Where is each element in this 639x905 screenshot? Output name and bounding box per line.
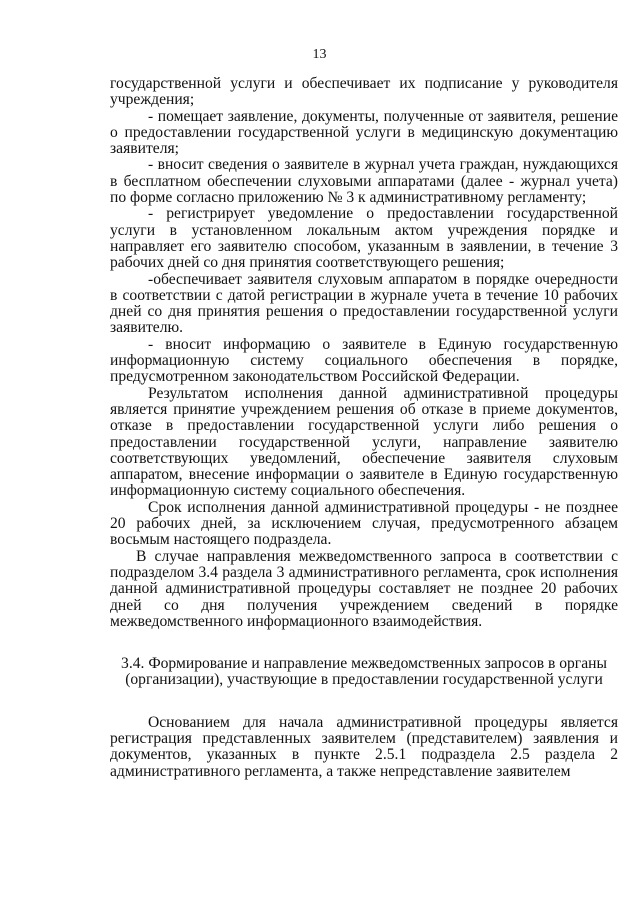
paragraph-continuation: государственной услуги и обеспечивает их подписание у руководителя учреждения; — [110, 75, 618, 109]
paragraph-result: Результатом исполнения данной административной процедуры является принятие учреждением решения об отказе в приеме документов, отказе в предоставлении государственной услуги либо решения о предоставлении государственной услуги, направление заявителю соответствующих уведомлений, обеспечение заявителя слуховым аппаратом, внесение информации о заявителе в Единую государственную информационную систему социального обеспечения. — [110, 384, 618, 500]
section-heading: 3.4. Формирование и направление межведомственных запросов в органы (организации), участвующие в предоставлении государственной услуги — [121, 655, 607, 689]
list-item-notification: - регистрирует уведомление о предоставлении государственной услуги в установленном локальным актом учреждения порядке и направляет его заявителю способом, указанным в заявлении, в течение 3 рабочих дней со дня принятия соответствующего решения; — [110, 205, 618, 272]
paragraph-deadline: Срок исполнения данной административной процедуры - не позднее 20 рабочих дней, за исключением случая, предусмотренного абзацем восьмым настоящего подраздела. — [110, 498, 618, 549]
list-item-information-system: - вносит информацию о заявителе в Единую государственную информационную систему социального обеспечения в порядке, предусмотренном законодательством Российской Федерации. — [110, 335, 618, 386]
list-item-journal: - вносит сведения о заявителе в журнал учета граждан, нуждающихся в бесплатном обеспечении слуховыми аппаратами (далее - журнал учета) по форме согласно приложению № 3 к административному регламенту; — [110, 156, 618, 207]
paragraph-interagency-deadline: В случае направления межведомственного запроса в соответствии с подразделом 3.4 раздела 3 административного регламента, срок исполнения данной административной процедуры составляет не позднее 20 рабочих дней со дня получения учреждением сведений в порядке межведомственного информационного взаимодействия. — [110, 547, 618, 630]
list-item-provision: -обеспечивает заявителя слуховым аппаратом в порядке очередности в соответствии с датой регистрации в журнале учета в течение 10 рабочих дней со дня принятия решения о предоставлении государственной услуги заявителю. — [110, 270, 618, 337]
page-number: 13 — [312, 47, 327, 62]
paragraph-basis: Основанием для начала административной процедуры является регистрация представленных заявителем (представителем) заявления и документов, указанных в пункте 2.5.1 подраздела 2.5 раздела 2 административного регламента, а также непредставление заявителем — [110, 713, 618, 780]
document-body — [110, 76, 618, 780]
list-item-documentation: - помещает заявление, документы, полученные от заявителя, решение о предоставлении государственной услуги в медицинскую документацию заявителя; — [110, 107, 618, 158]
